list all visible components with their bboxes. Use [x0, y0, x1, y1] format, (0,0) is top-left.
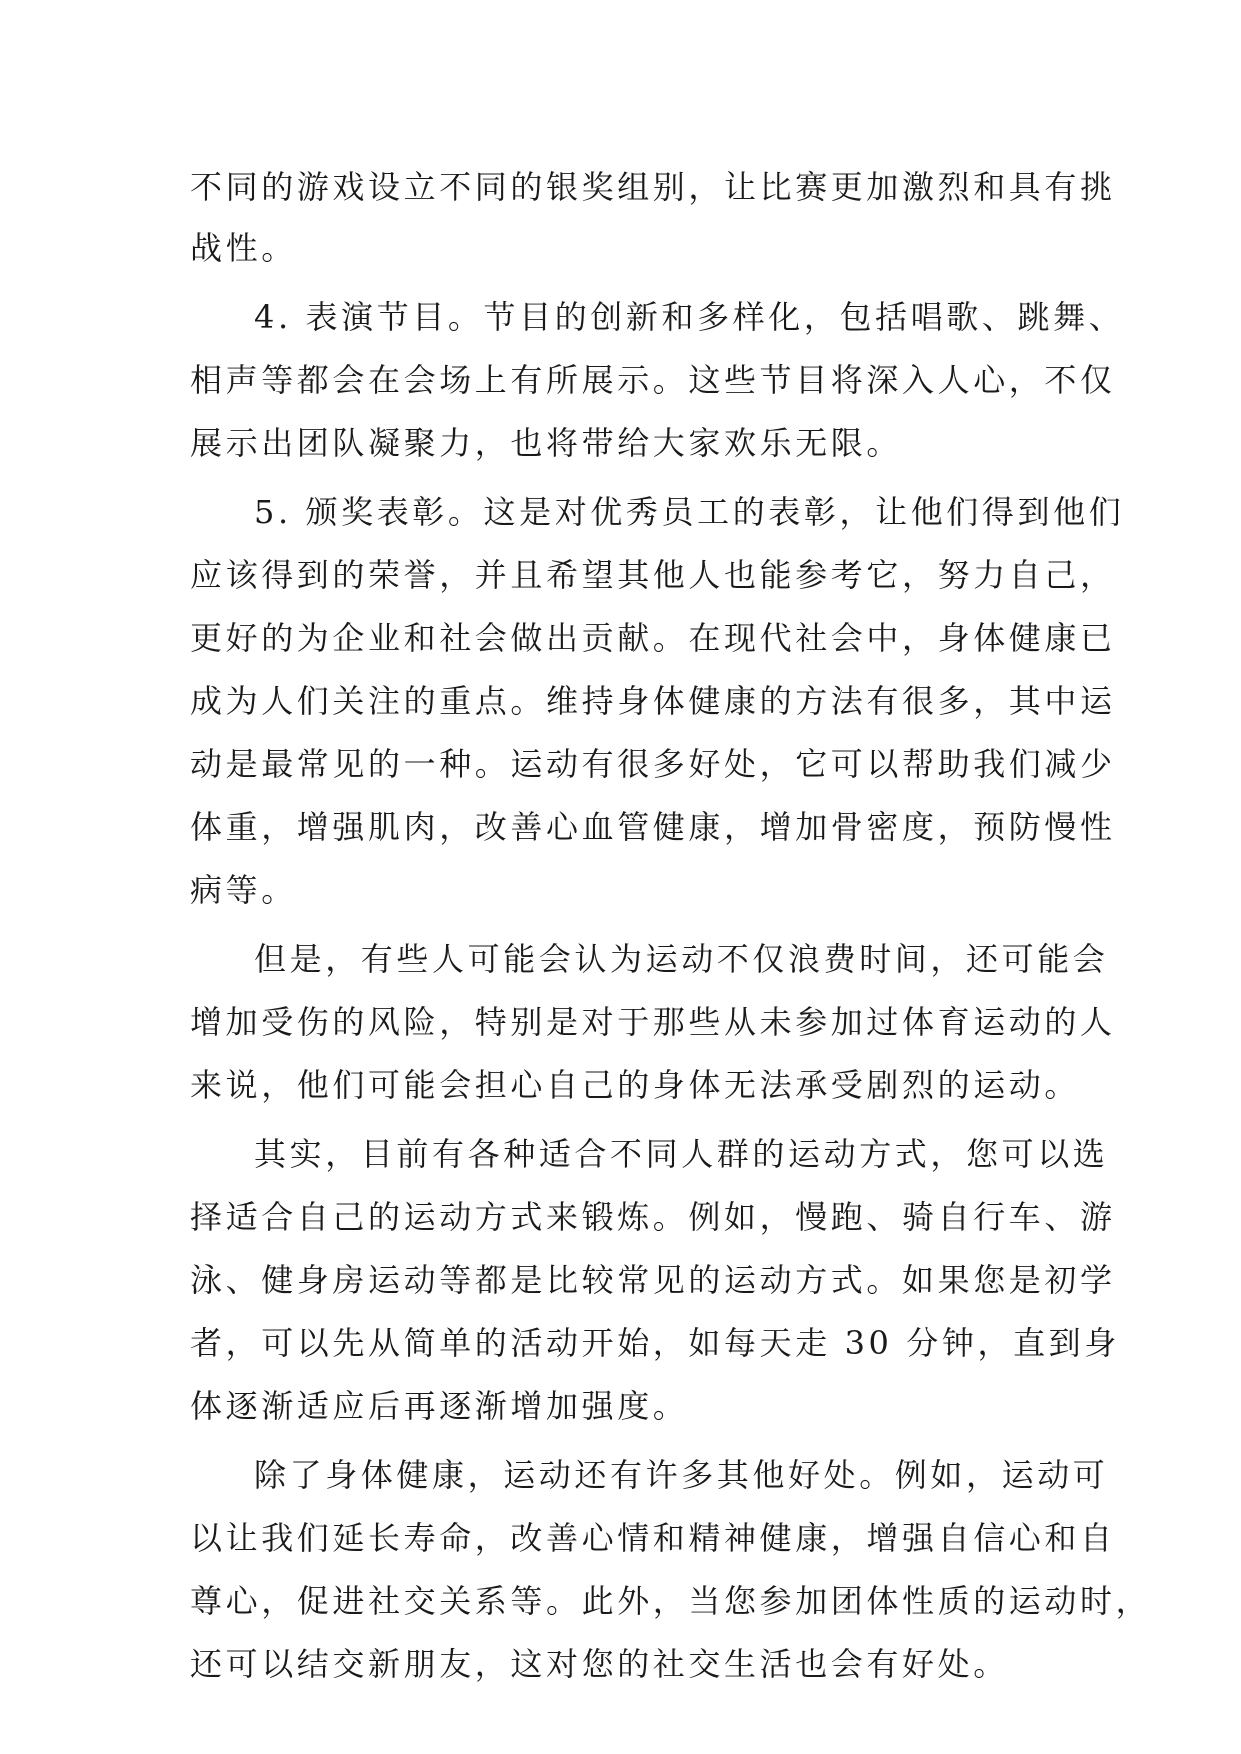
paragraph-start: 其实，目前有各种适合不同人群的运动方式，您可以选: [254, 1135, 1109, 1173]
text-line: 尊心，促进社交关系等。此外，当您参加团体性质的运动时，: [190, 1582, 1152, 1620]
text-line: 泳、健身房运动等都是比较常见的运动方式。如果您是初学: [190, 1261, 1116, 1299]
paragraph-start: 除了身体健康，运动还有许多其他好处。例如，运动可: [254, 1456, 1109, 1494]
text-line: 增加受伤的风险，特别是对于那些从未参加过体育运动的人: [190, 1003, 1116, 1041]
text-line: 应该得到的荣誉，并且希望其他人也能参考它，努力自己，: [190, 556, 1116, 594]
paragraph-start: 但是，有些人可能会认为运动不仅浪费时间，还可能会: [254, 940, 1109, 978]
text-line: 更好的为企业和社会做出贡献。在现代社会中，身体健康已: [190, 619, 1116, 657]
text-line: 战性。: [190, 229, 297, 267]
text-line: 者，可以先从简单的活动开始，如每天走 30 分钟，直到身: [190, 1324, 1120, 1362]
text-line: 体逐渐适应后再逐渐增加强度。: [190, 1387, 689, 1425]
text-line: 以让我们延长寿命，改善心情和精神健康，增强自信心和自: [190, 1519, 1116, 1557]
list-item-heading: 5. 颁奖表彰。这是对优秀员工的表彰，让他们得到他们: [254, 493, 1125, 531]
text-line: 体重，增强肌肉，改善心血管健康，增加骨密度，预防慢性: [190, 808, 1116, 846]
list-item-heading: 4. 表演节目。节目的创新和多样化，包括唱歌、跳舞、: [254, 298, 1125, 336]
text-line: 展示出团队凝聚力，也将带给大家欢乐无限。: [190, 424, 903, 462]
text-line: 成为人们关注的重点。维持身体健康的方法有很多，其中运: [190, 682, 1116, 720]
text-line: 择适合自己的运动方式来锻炼。例如，慢跑、骑自行车、游: [190, 1198, 1116, 1236]
text-line: 病等。: [190, 871, 297, 909]
text-line: 相声等都会在会场上有所展示。这些节目将深入人心，不仅: [190, 361, 1116, 399]
text-line: 来说，他们可能会担心自己的身体无法承受剧烈的运动。: [190, 1066, 1081, 1104]
text-line: 不同的游戏设立不同的银奖组别，让比赛更加激烈和具有挑: [190, 168, 1116, 206]
text-line: 还可以结交新朋友，这对您的社交生活也会有好处。: [190, 1645, 1009, 1683]
text-line: 动是最常见的一种。运动有很多好处，它可以帮助我们减少: [190, 745, 1116, 783]
